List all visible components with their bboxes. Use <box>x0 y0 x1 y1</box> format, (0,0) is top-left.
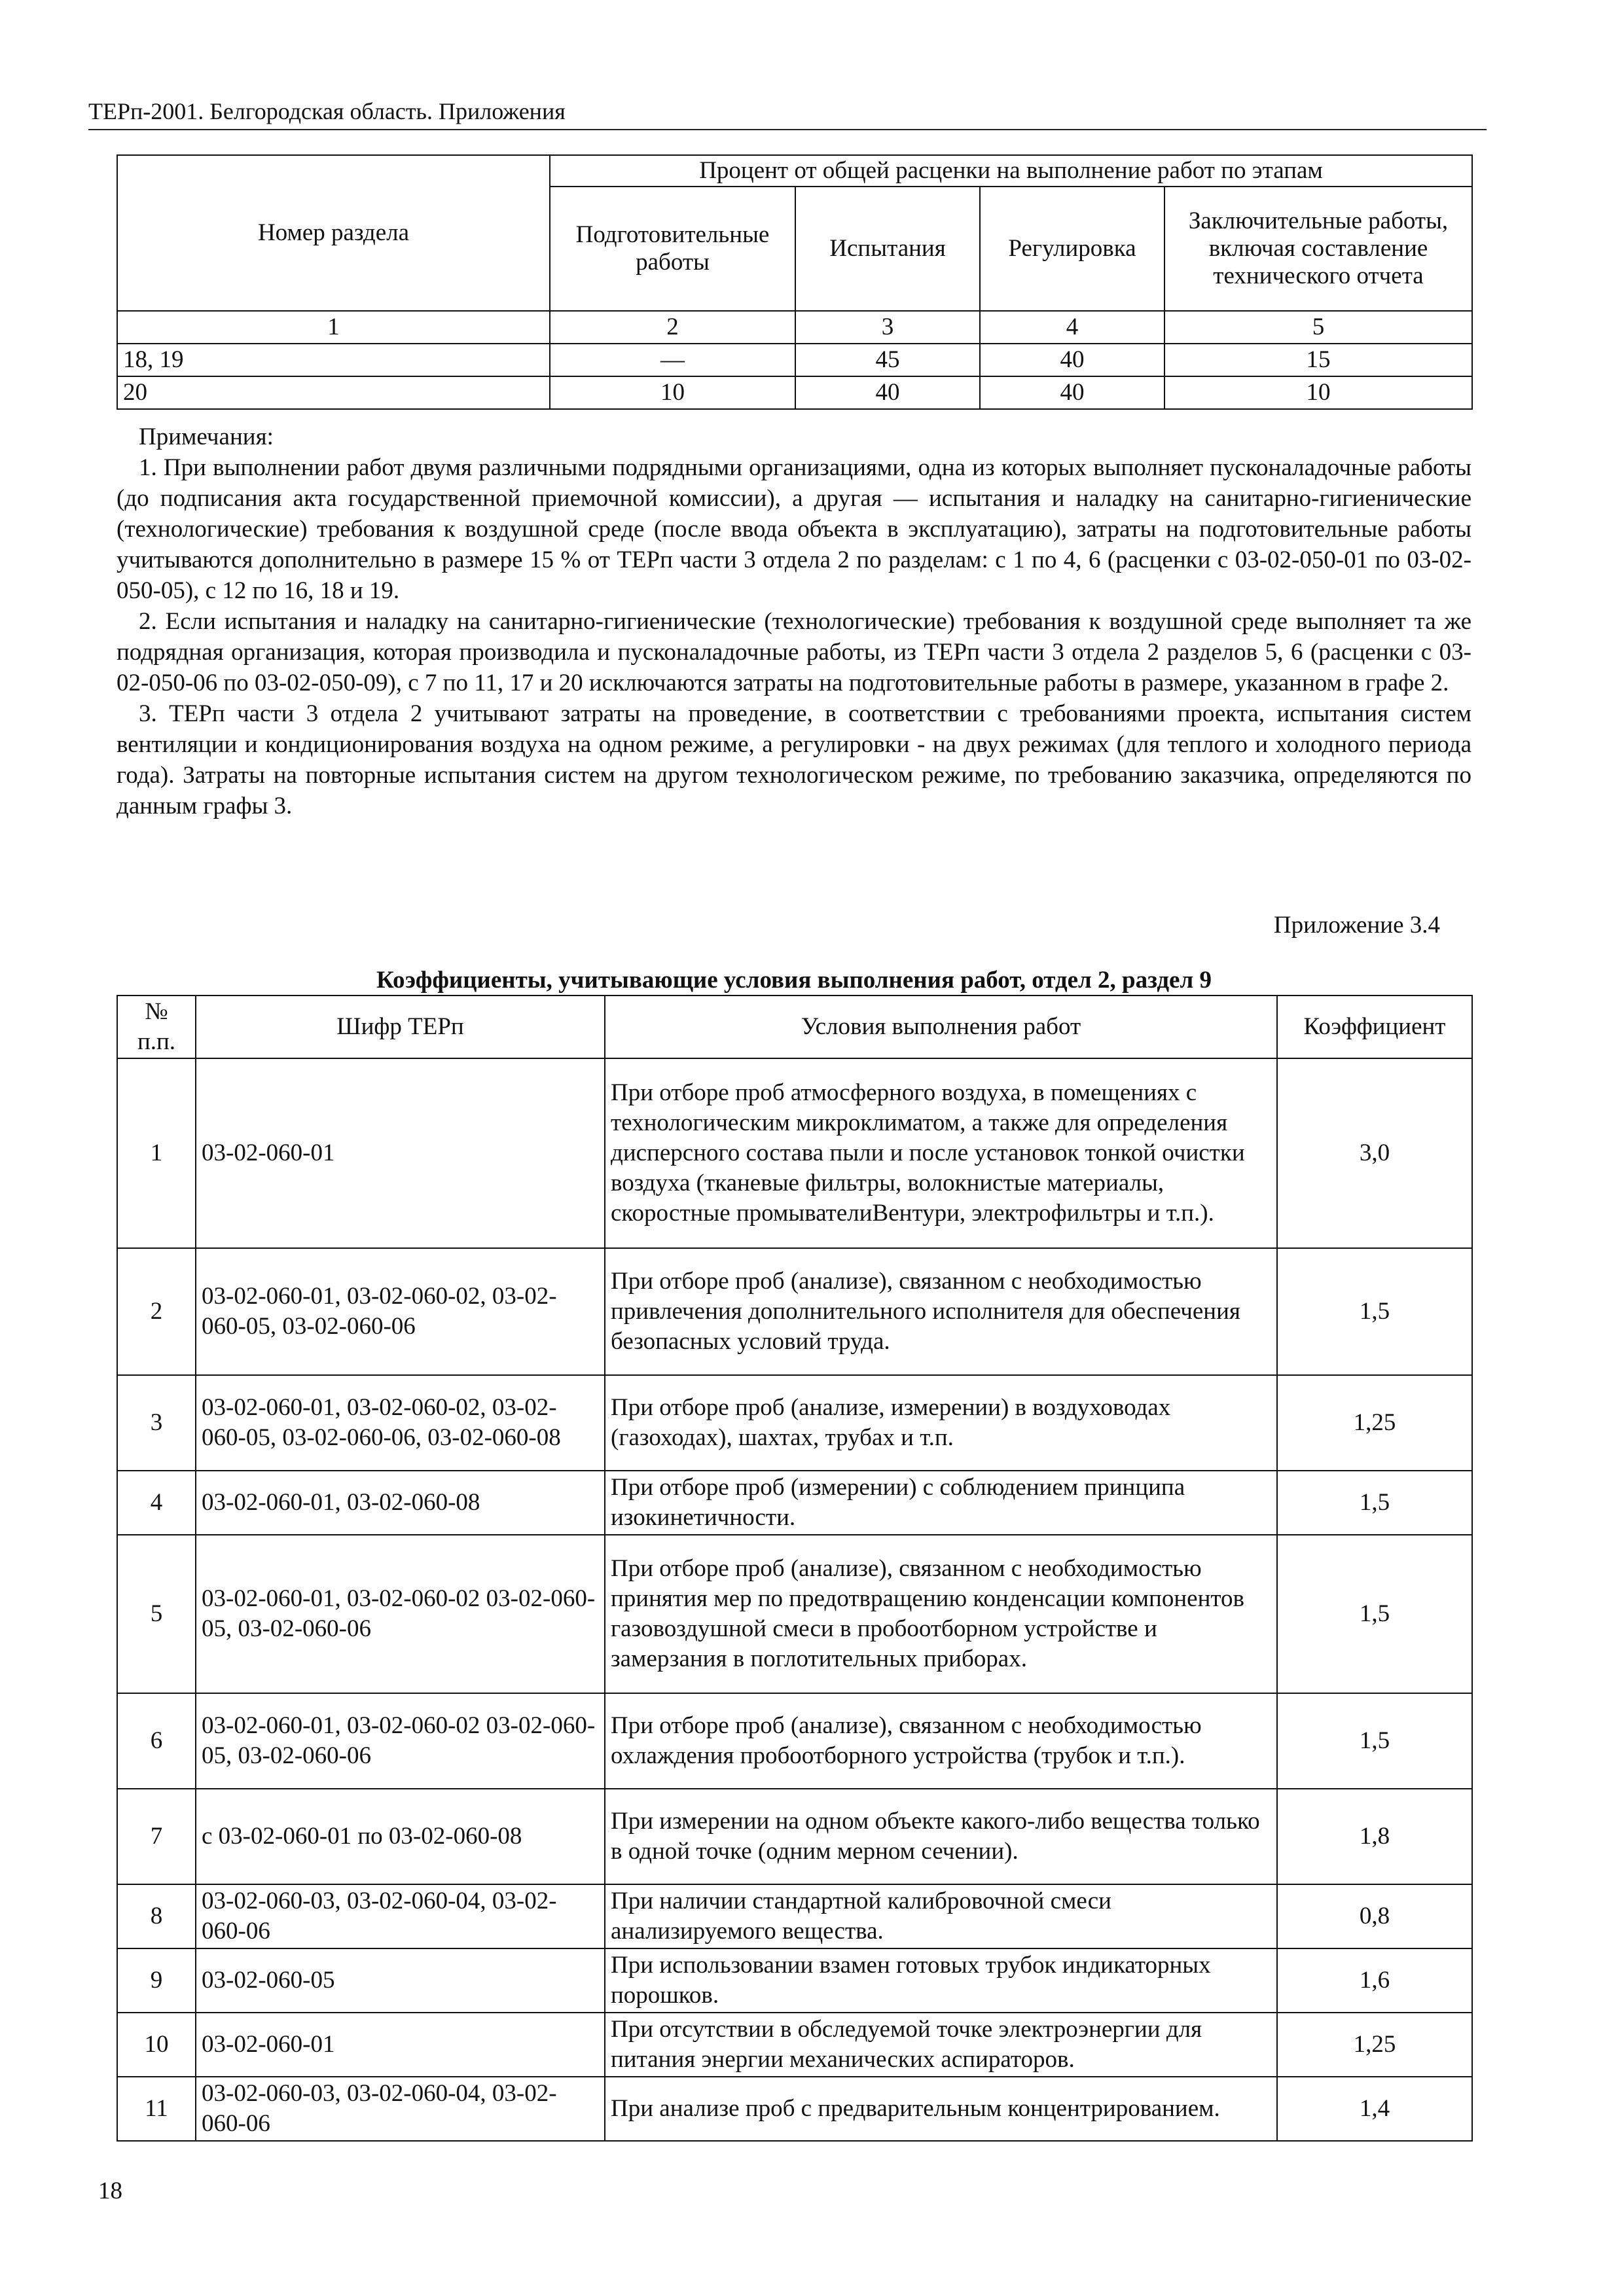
page-header: ТЕРп-2001. Белгородская область. Приложения <box>88 95 1487 130</box>
header-tests: Испытания <box>795 187 980 311</box>
cell-coefficient: 1,5 <box>1277 1693 1472 1789</box>
cell-conditions: При использовании взамен готовых трубок индикаторных порошков. <box>605 1948 1277 2013</box>
cell-code: 03-02-060-01 <box>196 2013 605 2077</box>
table-row <box>117 1375 1472 1471</box>
cell-number: 11 <box>117 2077 196 2141</box>
cell-coefficient: 1,4 <box>1277 2077 1472 2141</box>
cell-coefficient: 3,0 <box>1277 1058 1472 1248</box>
column-number: 3 <box>795 311 980 344</box>
table-row <box>117 1789 1472 1884</box>
cell-coefficient: 1,25 <box>1277 1375 1472 1471</box>
note-item: 3. ТЕРп части 3 отдела 2 учитывают затраты на проведение, в соответствии с требованиями проекта, испытания систем вентиляции и кондиционирования воздуха на одном режиме, а регулировки - на двух режимах (для теплого и холодного периода года). Затраты на повторные испытания систем на другом технологическом режиме, по требованию заказчика, определяются по данным графы 3. <box>117 700 1471 819</box>
table-row <box>117 1884 1472 1948</box>
table-row <box>117 1948 1472 2013</box>
header-number: № п.п. <box>117 996 196 1058</box>
cell-section: 18, 19 <box>117 344 550 376</box>
cell-code: 03-02-060-01, 03-02-060-02, 03-02-060-05, 03-02-060-06, 03-02-060-08 <box>196 1375 605 1471</box>
cell-conditions: При отборе проб (измерении) с соблюдением принципа изокинетичности. <box>605 1471 1277 1535</box>
cell-code: 03-02-060-01, 03-02-060-08 <box>196 1471 605 1535</box>
cell-number: 8 <box>117 1884 196 1948</box>
column-number: 2 <box>550 311 795 344</box>
header-prep-works: Подготовительные работы <box>550 187 795 311</box>
appendix-label: Приложение 3.4 <box>1273 912 1440 939</box>
header-coefficient: Коэффициент <box>1277 996 1472 1058</box>
cell-conditions: При измерении на одном объекте какого-либо вещества только в одной точке (одним мерном сечении). <box>605 1789 1277 1884</box>
header-adjustment: Регулировка <box>980 187 1164 311</box>
cell-code: 03-02-060-01, 03-02-060-02 03-02-060-05, 03-02-060-06 <box>196 1693 605 1789</box>
header-conditions: Условия выполнения работ <box>605 996 1277 1058</box>
header-code: Шифр ТЕРп <box>196 996 605 1058</box>
header-final-works: Заключительные работы, включая составление технического отчета <box>1164 187 1472 311</box>
cell-number: 9 <box>117 1948 196 2013</box>
column-number: 4 <box>980 311 1164 344</box>
cell-final: 15 <box>1164 344 1472 376</box>
cell-conditions: При отборе проб (анализе, измерении) в воздуховодах (газоходах), шахтах, трубах и т.п. <box>605 1375 1277 1471</box>
header-group-percent: Процент от общей расценки на выполнение работ по этапам <box>550 155 1472 187</box>
cell-coefficient: 1,5 <box>1277 1535 1472 1693</box>
cell-code: 03-02-060-01, 03-02-060-02, 03-02-060-05, 03-02-060-06 <box>196 1248 605 1375</box>
cell-code: 03-02-060-01 <box>196 1058 605 1248</box>
cell-conditions: При анализе проб с предварительным концентрированием. <box>605 2077 1277 2141</box>
column-number: 5 <box>1164 311 1472 344</box>
cell-coefficient: 0,8 <box>1277 1884 1472 1948</box>
cell-conditions: При отборе проб (анализе), связанном с необходимостью охлаждения пробоотборного устройства (трубок и т.п.). <box>605 1693 1277 1789</box>
cell-adjust: 40 <box>980 376 1164 409</box>
table-row <box>117 1471 1472 1535</box>
cell-number: 10 <box>117 2013 196 2077</box>
note-item: 1. При выполнении работ двумя различными подрядными организациями, одна из которых выполняет пусконаладочные работы (до подписания акта государственной приемочной комиссии), а другая — испытания и наладку на санитарно-гигиенические (технологические) требования к воздушной среде (после ввода объекта в эксплуатацию), затраты на подготовительные работы учитываются дополнительно в размере 15 % от ТЕРп части 3 отдела 2 по разделам: с 1 по 4, 6 (расценки с 03-02-050-01 по 03-02-050-05), с 12 по 16, 18 и 19. <box>117 454 1471 604</box>
cell-number: 3 <box>117 1375 196 1471</box>
table-header-row <box>117 996 1472 1058</box>
cell-conditions: При отсутствии в обследуемой точке электроэнергии для питания энергии механических аспираторов. <box>605 2013 1277 2077</box>
cell-coefficient: 1,6 <box>1277 1948 1472 2013</box>
table-row <box>117 1058 1472 1248</box>
note-item: 2. Если испытания и наладку на санитарно-гигиенические (технологические) требования к воздушной среде выполняет та же подрядная организация, которая производила и пусконаладочные работы, из ТЕРп части 3 отдела 2 разделов 5, 6 (расценки с 03-02-050-06 по 03-02-050-09), с 7 по 11, 17 и 20 исключаются затраты на подготовительные работы в размере, указанном в графе 2. <box>117 608 1471 696</box>
cell-prep: — <box>550 344 795 376</box>
cell-code: с 03-02-060-01 по 03-02-060-08 <box>196 1789 605 1884</box>
cell-coefficient: 1,5 <box>1277 1471 1472 1535</box>
table-row <box>117 1693 1472 1789</box>
table-row <box>117 344 1472 376</box>
cell-conditions: При отборе проб (анализе), связанном с необходимостью принятия мер по предотвращению конденсации компонентов газовоздушной смеси в пробоотборном устройстве и замерзания в поглотительных приборах. <box>605 1535 1277 1693</box>
table-row <box>117 2077 1472 2141</box>
cell-number: 6 <box>117 1693 196 1789</box>
cell-number: 2 <box>117 1248 196 1375</box>
cell-number: 4 <box>117 1471 196 1535</box>
cell-code: 03-02-060-03, 03-02-060-04, 03-02-060-06 <box>196 1884 605 1948</box>
cell-final: 10 <box>1164 376 1472 409</box>
cell-code: 03-02-060-05 <box>196 1948 605 2013</box>
cell-number: 1 <box>117 1058 196 1248</box>
cell-number: 5 <box>117 1535 196 1693</box>
cell-conditions: При отборе проб атмосферного воздуха, в помещениях с технологическим микроклиматом, а также для определения дисперсного состава пыли и после установок тонкой очистки воздуха (тканевые фильтры, волокнистые материалы, скоростные промывателиВентури, электрофильтры и т.п.). <box>605 1058 1277 1248</box>
cell-conditions: При наличии стандартной калибровочной смеси анализируемого вещества. <box>605 1884 1277 1948</box>
table-caption: Коэффициенты, учитывающие условия выполнения работ, отдел 2, раздел 9 <box>376 967 1212 994</box>
notes-section <box>117 422 1471 821</box>
cell-section: 20 <box>117 376 550 409</box>
cell-tests: 45 <box>795 344 980 376</box>
table-row <box>117 376 1472 409</box>
column-number: 1 <box>117 311 550 344</box>
cell-number: 7 <box>117 1789 196 1884</box>
coefficients-table <box>117 995 1473 2142</box>
table-row <box>117 1248 1472 1375</box>
cell-conditions: При отборе проб (анализе), связанном с необходимостью привлечения дополнительного исполнителя для обеспечения безопасных условий труда. <box>605 1248 1277 1375</box>
table-row <box>117 2013 1472 2077</box>
cell-code: 03-02-060-01, 03-02-060-02 03-02-060-05, 03-02-060-06 <box>196 1535 605 1693</box>
page-number: 18 <box>98 2178 122 2204</box>
header-section-number: Номер раздела <box>117 155 550 311</box>
column-numbers-row <box>117 311 1472 344</box>
notes-title: Примечания: <box>139 423 274 450</box>
table-row <box>117 1535 1472 1693</box>
cell-coefficient: 1,8 <box>1277 1789 1472 1884</box>
cell-tests: 40 <box>795 376 980 409</box>
cell-coefficient: 1,5 <box>1277 1248 1472 1375</box>
cell-adjust: 40 <box>980 344 1164 376</box>
cell-prep: 10 <box>550 376 795 409</box>
stages-percent-table <box>117 154 1473 410</box>
cell-code: 03-02-060-03, 03-02-060-04, 03-02-060-06 <box>196 2077 605 2141</box>
cell-coefficient: 1,25 <box>1277 2013 1472 2077</box>
